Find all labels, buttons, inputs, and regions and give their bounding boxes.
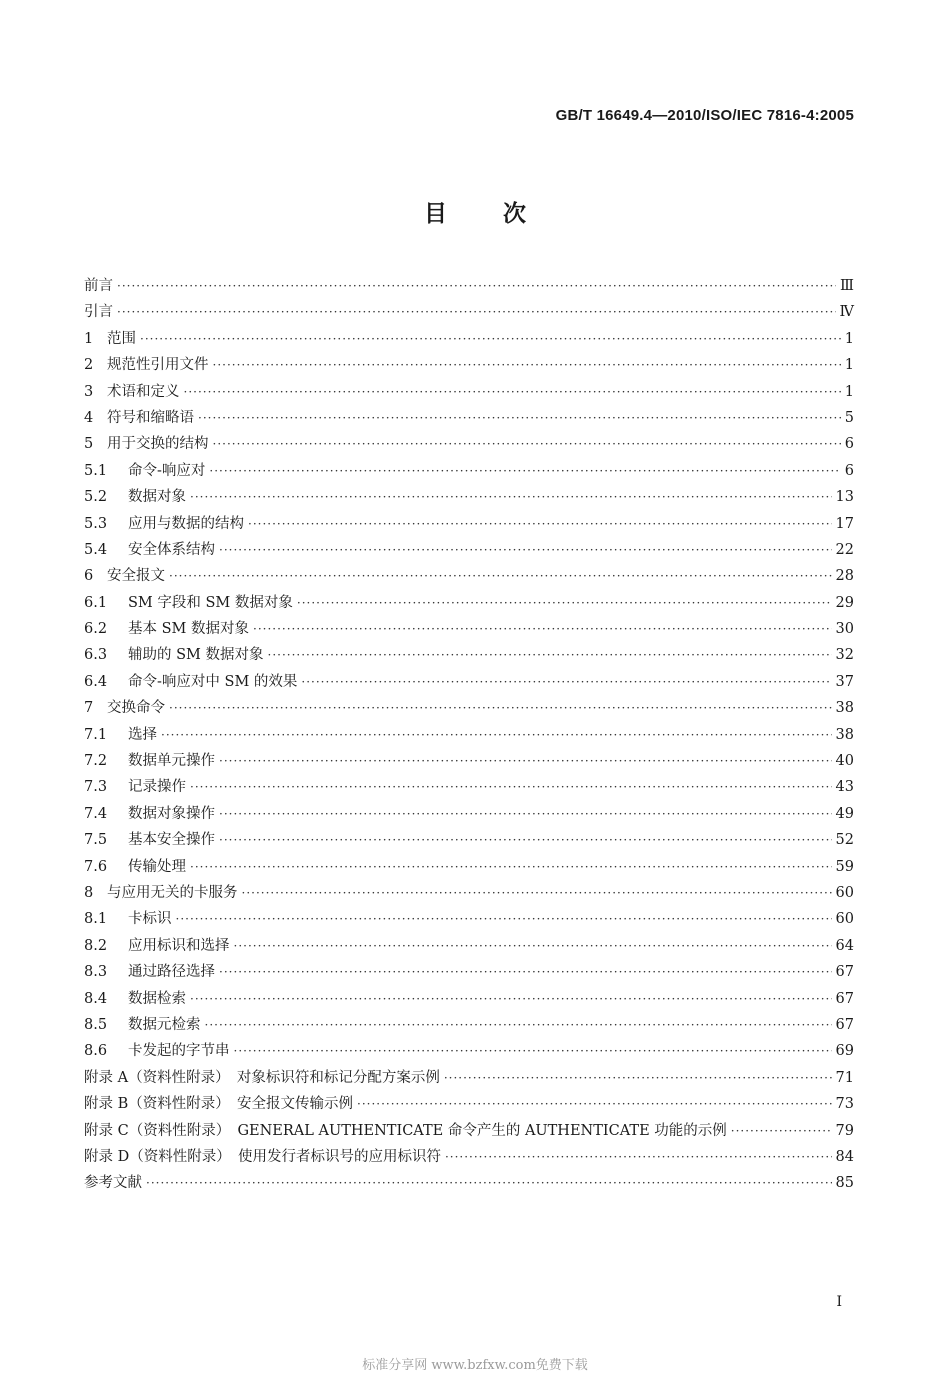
toc-entry[interactable] [84, 881, 854, 907]
toc-entry-page: 85 [835, 1175, 854, 1192]
toc-entry[interactable] [84, 274, 854, 300]
toc-entry-page: 5 [844, 409, 854, 426]
toc-entry[interactable] [84, 512, 854, 538]
table-of-contents [84, 274, 854, 1198]
toc-entry[interactable] [84, 696, 854, 722]
toc-entry-label: 基本安全操作 [128, 832, 215, 849]
toc-entry[interactable] [84, 327, 854, 353]
toc-entry[interactable] [84, 1066, 854, 1092]
toc-entry-page: 52 [835, 832, 854, 849]
toc-entry-label: 与应用无关的卡服务 [107, 884, 238, 901]
toc-entry-number: 6.3 [84, 647, 108, 664]
toc-entry-label: 参考文献 [84, 1175, 142, 1192]
dot-leader [140, 332, 841, 346]
toc-entry[interactable] [84, 775, 854, 801]
toc-entry-label: 安全体系结构 [128, 541, 215, 558]
toc-entry[interactable] [84, 987, 854, 1013]
dot-leader [357, 1097, 832, 1111]
standard-code: GB/T 16649.4—2010/ISO/IEC 7816-4:2005 [555, 107, 854, 124]
toc-entry-number: 2 [84, 357, 94, 374]
toc-entry-page: Ⅲ [840, 278, 854, 294]
toc-entry-label: 安全报文 [107, 568, 165, 585]
dot-leader [184, 385, 841, 399]
toc-entry-number: 8.5 [84, 1016, 108, 1033]
toc-entry-page: 30 [835, 621, 854, 638]
toc-entry-page: 17 [835, 515, 854, 532]
toc-entry-page: 32 [835, 647, 854, 664]
toc-entry[interactable] [84, 907, 854, 933]
toc-entry-page: 40 [835, 753, 854, 770]
toc-entry-number: 6 [84, 568, 94, 585]
toc-entry-number: 5.3 [84, 515, 108, 532]
toc-entry-page: 84 [835, 1148, 854, 1165]
toc-entry[interactable] [84, 485, 854, 511]
toc-entry-page: 79 [835, 1122, 854, 1139]
dot-leader [169, 569, 832, 583]
toc-entry[interactable] [84, 1119, 854, 1145]
toc-entry-page: 67 [835, 1016, 854, 1033]
toc-entry-label: 范围 [107, 330, 136, 347]
toc-entry-label: 符号和缩略语 [107, 409, 194, 426]
toc-entry-page: 60 [835, 911, 854, 928]
toc-entry-page: 6 [844, 436, 854, 453]
toc-entry[interactable] [84, 749, 854, 775]
dot-leader [219, 543, 832, 557]
toc-entry-number: 7.1 [84, 726, 108, 743]
toc-entry-label: 命令-响应对中 SM 的效果 [128, 673, 298, 690]
toc-entry-page: 60 [835, 884, 854, 901]
toc-entry[interactable] [84, 828, 854, 854]
dot-leader [219, 833, 832, 847]
toc-entry[interactable] [84, 1171, 854, 1197]
toc-entry-number: 7.6 [84, 858, 108, 875]
toc-entry-label: 应用标识和选择 [128, 937, 230, 954]
toc-entry[interactable] [84, 855, 854, 881]
toc-entry-page: 13 [835, 489, 854, 506]
toc-entry-number: 5.4 [84, 541, 108, 558]
toc-entry[interactable] [84, 432, 854, 458]
toc-entry[interactable] [84, 353, 854, 379]
dot-leader [190, 490, 832, 504]
toc-entry-number: 7 [84, 700, 94, 717]
toc-entry[interactable] [84, 643, 854, 669]
toc-entry[interactable] [84, 802, 854, 828]
toc-entry[interactable] [84, 1145, 854, 1171]
toc-entry[interactable] [84, 406, 854, 432]
toc-entry-number: 8.2 [84, 937, 108, 954]
toc-entry-label: 规范性引用文件 [107, 357, 209, 374]
toc-entry-label: 辅助的 SM 数据对象 [128, 647, 264, 664]
toc-entry-label: 应用与数据的结构 [128, 515, 244, 532]
dot-leader [297, 596, 832, 610]
toc-entry-label: 数据检索 [128, 990, 186, 1007]
dot-leader [248, 517, 832, 531]
toc-entry-number: 3 [84, 383, 94, 400]
toc-entry[interactable] [84, 934, 854, 960]
toc-entry-page: Ⅳ [839, 304, 854, 321]
toc-entry-label: 数据对象操作 [128, 805, 215, 822]
watermark: 标准分享网 www.bzfxw.com免费下载 [362, 1358, 588, 1373]
toc-entry-number: 8.1 [84, 911, 108, 928]
toc-entry-number: 6.1 [84, 594, 108, 611]
toc-entry[interactable] [84, 300, 854, 326]
toc-entry-label: SM 字段和 SM 数据对象 [128, 594, 293, 611]
toc-entry-page: 67 [835, 964, 854, 981]
toc-entry-number: 8 [84, 884, 94, 901]
toc-entry-page: 38 [835, 726, 854, 743]
toc-entry-page: 29 [835, 594, 854, 611]
dot-leader [205, 1018, 832, 1032]
page-number: I [836, 1294, 842, 1310]
dot-leader [301, 675, 831, 689]
toc-entry-number: 5.1 [84, 462, 108, 479]
dot-leader [219, 965, 832, 979]
toc-entry-label: 术语和定义 [107, 383, 180, 400]
toc-entry-page: 64 [835, 937, 854, 954]
dot-leader [209, 464, 840, 478]
toc-entry-number: 7.2 [84, 753, 108, 770]
toc-entry-page: 59 [835, 858, 854, 875]
toc-entry-label: 卡标识 [128, 911, 172, 928]
toc-entry[interactable] [84, 617, 854, 643]
toc-entry-page: 1 [844, 357, 854, 374]
dot-leader [117, 305, 836, 319]
toc-entry-number: 7.4 [84, 805, 108, 822]
toc-entry[interactable] [84, 1013, 854, 1039]
toc-entry-label: 前言 [84, 278, 113, 294]
toc-entry-number: 8.4 [84, 990, 108, 1007]
dot-leader [190, 992, 832, 1006]
dot-leader [445, 1150, 832, 1164]
toc-entry-label: 交换命令 [107, 700, 165, 717]
toc-entry-label: 数据元检索 [128, 1016, 201, 1033]
toc-entry[interactable] [84, 723, 854, 749]
dot-leader [198, 411, 841, 425]
toc-entry-page: 6 [844, 462, 854, 479]
toc-entry-label: 命令-响应对 [128, 462, 206, 479]
dot-leader [242, 886, 832, 900]
dot-leader [253, 622, 832, 636]
dot-leader [268, 648, 832, 662]
toc-entry[interactable] [84, 459, 854, 485]
toc-entry-label: 基本 SM 数据对象 [128, 621, 249, 638]
toc-entry-number: 8.6 [84, 1043, 108, 1060]
toc-entry-page: 43 [835, 779, 854, 796]
toc-entry-page: 28 [835, 568, 854, 585]
toc-entry-label: 卡发起的字节串 [128, 1043, 230, 1060]
dot-leader [190, 780, 832, 794]
toc-entry-page: 71 [835, 1069, 854, 1086]
toc-entry-label: 数据对象 [128, 489, 186, 506]
toc-entry-number: 5.2 [84, 489, 108, 506]
toc-entry[interactable] [84, 960, 854, 986]
toc-entry-page: 1 [844, 383, 854, 400]
toc-entry[interactable] [84, 538, 854, 564]
toc-entry[interactable] [84, 1039, 854, 1065]
dot-leader [213, 437, 841, 451]
dot-leader [219, 807, 832, 821]
toc-entry-label: 通过路径选择 [128, 964, 215, 981]
toc-entry-number: 6.4 [84, 673, 108, 690]
toc-entry-page: 73 [835, 1096, 854, 1113]
toc-entry-page: 38 [835, 700, 854, 717]
dot-leader [234, 939, 832, 953]
dot-leader [190, 860, 832, 874]
toc-entry-label: 数据单元操作 [128, 753, 215, 770]
toc-entry[interactable] [84, 380, 854, 406]
toc-entry-page: 49 [835, 805, 854, 822]
toc-entry-label: 选择 [128, 726, 157, 743]
dot-leader [169, 701, 832, 715]
toc-entry-label: 附录 B（资料性附录） 安全报文传输示例 [84, 1096, 354, 1113]
toc-entry-label: 附录 D（资料性附录） 使用发行者标识号的应用标识符 [84, 1148, 441, 1165]
toc-entry[interactable] [84, 1092, 854, 1118]
toc-entry[interactable] [84, 564, 854, 590]
toc-entry-label: 附录 C（资料性附录） GENERAL AUTHENTICATE 命令产生的 AUTHENTICATE 功能的示例 [84, 1122, 727, 1139]
dot-leader [234, 1044, 832, 1058]
toc-entry-number: 6.2 [84, 621, 108, 638]
dot-leader [731, 1124, 832, 1138]
dot-leader [176, 912, 832, 926]
dot-leader [219, 754, 832, 768]
toc-entry[interactable] [84, 591, 854, 617]
toc-entry-number: 4 [84, 409, 94, 426]
toc-entry-label: 记录操作 [128, 779, 186, 796]
toc-entry-number: 5 [84, 436, 94, 453]
toc-entry-number: 1 [84, 330, 94, 347]
toc-entry-label: 传输处理 [128, 858, 186, 875]
toc-entry-page: 69 [835, 1043, 854, 1060]
page-title: 目次 [424, 201, 582, 227]
toc-entry-number: 8.3 [84, 964, 108, 981]
toc-entry[interactable] [84, 670, 854, 696]
dot-leader [146, 1176, 832, 1190]
toc-entry-label: 引言 [84, 304, 113, 321]
toc-entry-page: 22 [835, 541, 854, 558]
toc-entry-label: 附录 A（资料性附录） 对象标识符和标记分配方案示例 [84, 1069, 440, 1086]
dot-leader [161, 728, 832, 742]
toc-entry-page: 1 [844, 330, 854, 347]
dot-leader [117, 279, 836, 293]
toc-entry-number: 7.5 [84, 832, 108, 849]
toc-entry-page: 67 [835, 990, 854, 1007]
toc-entry-page: 37 [835, 673, 854, 690]
toc-entry-label: 用于交换的结构 [107, 436, 209, 453]
dot-leader [213, 358, 841, 372]
dot-leader [444, 1071, 832, 1085]
toc-entry-number: 7.3 [84, 779, 108, 796]
